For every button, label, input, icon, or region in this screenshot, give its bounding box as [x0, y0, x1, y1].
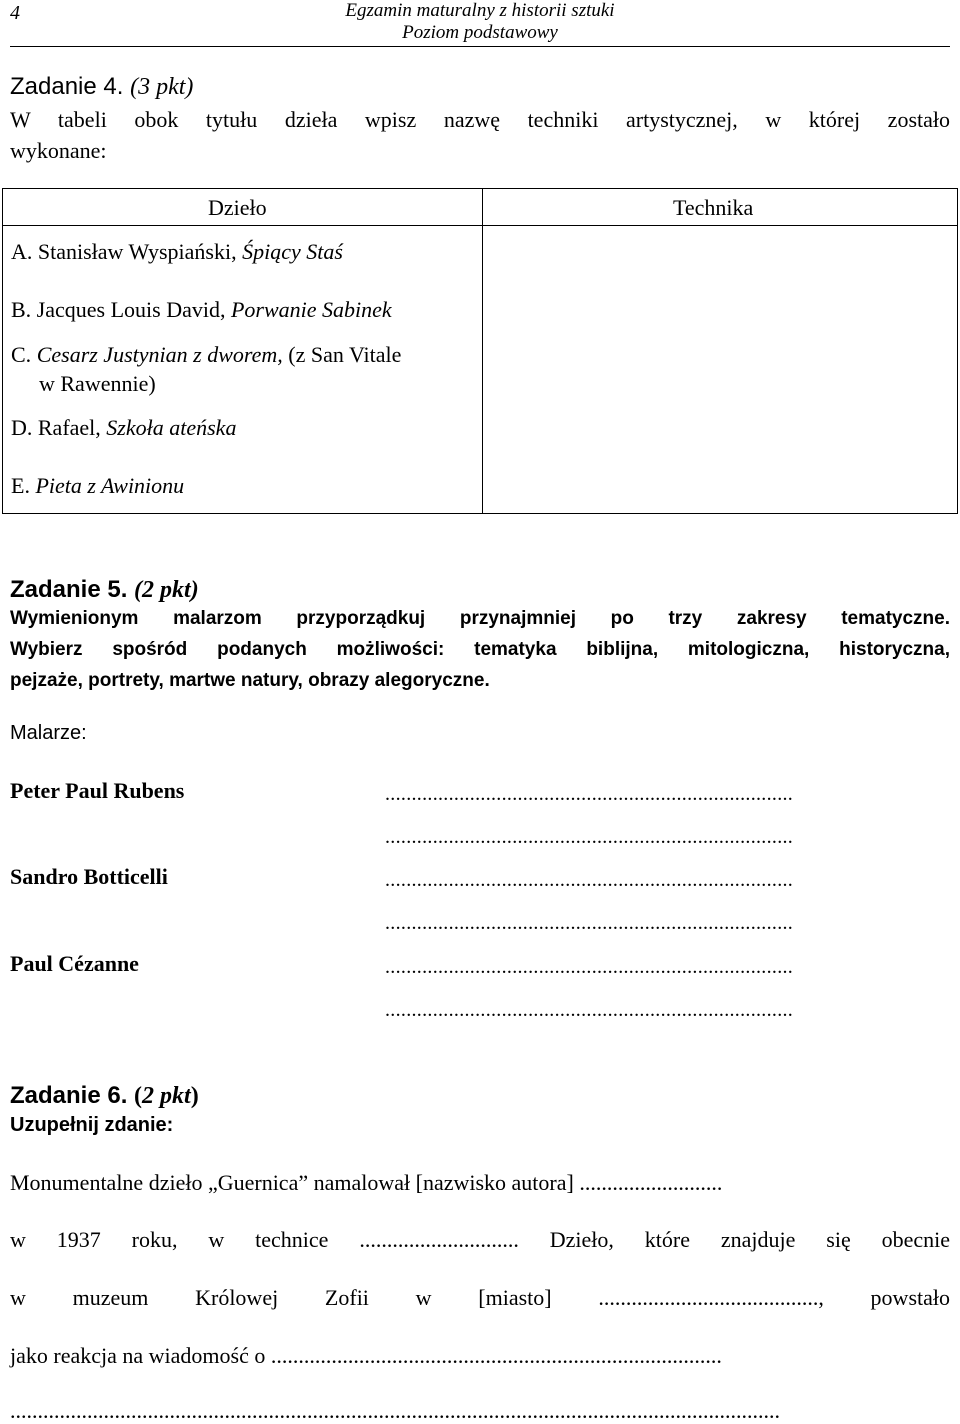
row-d-author: D. Rafael,	[11, 415, 107, 440]
page-number: 4	[10, 2, 20, 24]
task5-instruction-line1: Wymienionym malarzom przyporządkuj przynajmniej po trzy zakresy tematyczne.	[10, 608, 950, 629]
table-header-work: Dzieło	[208, 195, 267, 220]
task6-points: 2 pkt	[142, 1083, 191, 1109]
task5-title: Zadanie 5.	[10, 576, 128, 603]
table-column-divider	[482, 189, 483, 513]
task6-sentence-line3[interactable]: w muzeum Królowej Zofii w [miasto] ........................................, powstało	[10, 1285, 950, 1310]
painters-label: Malarze:	[10, 722, 87, 744]
painter-cezanne: Paul Cézanne	[10, 951, 139, 976]
table-header-divider	[3, 225, 957, 226]
task6-heading	[10, 1082, 199, 1110]
answer-line-cezanne-1[interactable]: .............................................................................	[385, 956, 794, 978]
row-e-title: Pieta z Awinionu	[35, 473, 185, 498]
task4-instruction-line1: W tabeli obok tytułu dzieła wpisz nazwę techniki artystycznej, w której zostało	[10, 107, 950, 132]
task4-points: (3 pkt)	[130, 74, 194, 100]
table-header-technique: Technika	[673, 195, 754, 220]
task5-points: (2 pkt)	[134, 577, 199, 603]
row-a-title: Śpiący Staś	[242, 239, 343, 264]
task6-points-open: (	[134, 1083, 143, 1109]
answer-line-cezanne-2[interactable]: .............................................................................	[385, 999, 794, 1021]
exam-title: Egzamin maturalny z historii sztuki	[345, 0, 615, 21]
table-row	[11, 239, 343, 265]
task4-title: Zadanie 4.	[10, 73, 124, 100]
task5-instruction-line3: pejzaże, portrety, martwe natury, obrazy alegoryczne.	[10, 670, 490, 691]
table-row	[11, 297, 392, 323]
table-row	[11, 415, 236, 441]
exam-level: Poziom podstawowy	[402, 22, 558, 43]
row-c-location-line2: w Rawennie)	[39, 371, 156, 396]
row-d-title: Szkoła ateńska	[106, 415, 237, 440]
header-divider	[10, 46, 950, 47]
row-a-author: A. Stanisław Wyspiański,	[11, 239, 243, 264]
task6-sentence-line4[interactable]: jako reakcja na wiadomość o ..................................................................................	[10, 1343, 722, 1368]
task5-instruction-line2: Wybierz spośród podanych możliwości: tematyka biblijna, mitologiczna, historyczna,	[10, 639, 950, 660]
table-row	[11, 473, 184, 499]
row-c-prefix: C.	[11, 342, 37, 367]
task6-sentence-line1[interactable]: Monumentalne dzieło „Guernica” namalował [nazwisko autora] ..........................	[10, 1170, 723, 1195]
task5-heading	[10, 576, 199, 604]
task6-sentence-line2[interactable]: w 1937 roku, w technice ............................. Dzieło, które znajduje się obecnie	[10, 1227, 950, 1252]
table-row	[11, 342, 401, 368]
task6-title: Zadanie 6.	[10, 1082, 128, 1109]
task6-points-close: )	[190, 1083, 199, 1109]
row-c-location: (z San Vitale	[282, 342, 402, 367]
answer-line-botticelli-2[interactable]: .............................................................................	[385, 912, 794, 934]
task6-sentence-line5[interactable]: ............................................................................................................................................	[10, 1398, 780, 1423]
row-b-author: B. Jacques Louis David,	[11, 297, 231, 322]
answer-line-rubens-1[interactable]: .............................................................................	[385, 783, 794, 805]
task4-instruction-line2: wykonane:	[10, 138, 107, 163]
task6-instruction: Uzupełnij zdanie:	[10, 1114, 174, 1136]
row-e-prefix: E.	[11, 473, 36, 498]
techniques-table	[2, 188, 958, 514]
row-b-title: Porwanie Sabinek	[230, 297, 392, 322]
painter-rubens: Peter Paul Rubens	[10, 778, 185, 803]
row-c-title: Cesarz Justynian z dworem,	[36, 342, 283, 367]
answer-line-rubens-2[interactable]: .............................................................................	[385, 826, 794, 848]
painter-botticelli: Sandro Botticelli	[10, 864, 168, 889]
task4-heading	[10, 73, 193, 101]
answer-line-botticelli-1[interactable]: .............................................................................	[385, 869, 794, 891]
